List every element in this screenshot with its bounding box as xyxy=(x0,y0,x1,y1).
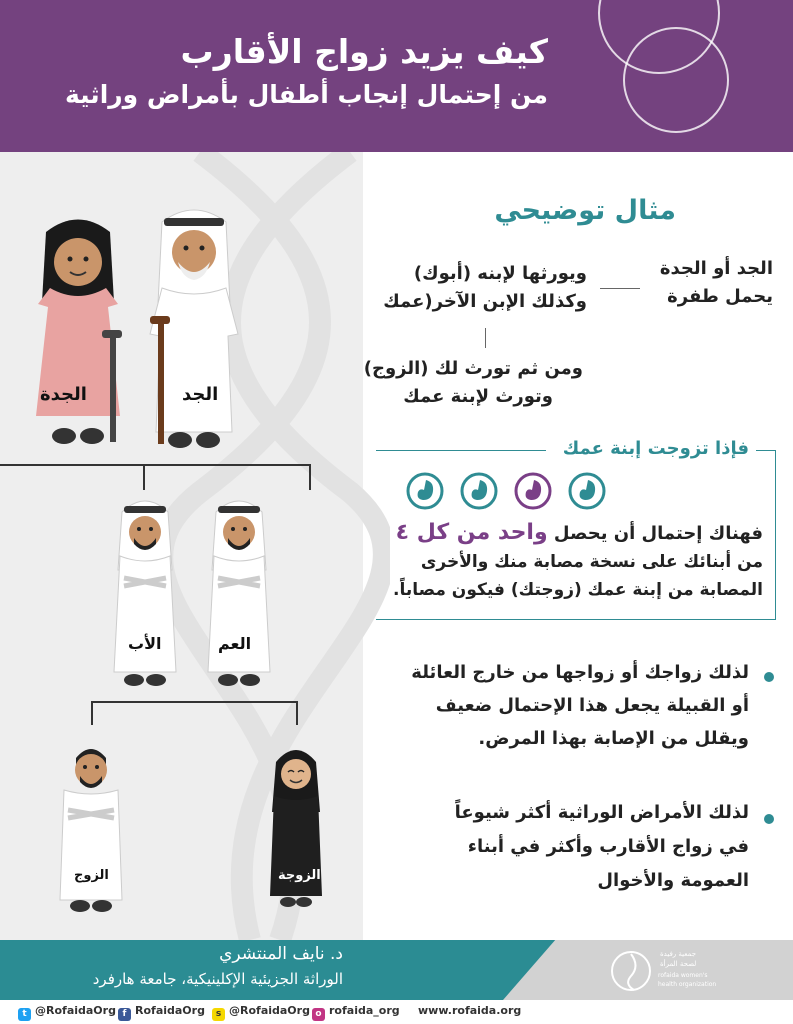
grandparents-carrier-text: يحمل طفرة xyxy=(667,286,773,307)
pass-down-text: وتورث لإبنة عمك xyxy=(403,386,553,407)
uncle-label: العم xyxy=(218,634,252,653)
cousin-box-heading: فإذا تزوجت إبنة عمك xyxy=(562,438,749,459)
bullet-text: ويقلل من الإصابة بهذا المرض. xyxy=(478,728,749,749)
instagram-link[interactable]: o rofaida_org xyxy=(312,1004,400,1021)
bullet-text: أو القبيلة يجعل هذا الإحتمال ضعيف xyxy=(435,695,749,716)
example-connector xyxy=(485,328,486,348)
org-name-en: health organization xyxy=(658,981,717,988)
facebook-icon: f xyxy=(118,1008,131,1021)
probability-text: المصابة من إبنة عمك (زوجتك) فيكون مصاباً. xyxy=(393,580,763,600)
cousin-box-top-border xyxy=(756,450,776,451)
probability-prefix: فهناك إحتمال أن يحصل xyxy=(553,523,763,544)
twitter-link[interactable]: t @RofaidaOrg xyxy=(18,1004,116,1021)
wife-label: الزوجة xyxy=(278,868,321,883)
probability-text: من أبنائك على نسخة مصابة منك والأخرى xyxy=(420,552,763,572)
inheritance-text: وكذلك الإبن الآخر(عمك xyxy=(383,291,587,312)
grandmother-figure-icon xyxy=(28,212,128,448)
pass-down-text: ومن ثم تورث لك (الزوج) xyxy=(363,358,583,379)
example-heading: مثال توضيحي xyxy=(494,195,676,226)
org-name-en: rofaida women's xyxy=(658,972,708,979)
husband-label: الزوج xyxy=(74,868,109,883)
tree-connector xyxy=(296,701,298,725)
bullet-text: لذلك زواجك أو زواجها من خارج العائلة xyxy=(411,662,749,683)
org-name-ar: لصحة المرأة xyxy=(660,960,697,968)
father-label: الأب xyxy=(128,634,162,653)
bullet-text: في زواج الأقارب وأكثر في أبناء xyxy=(467,836,749,857)
tree-connector xyxy=(309,464,311,490)
uncle-figure-icon xyxy=(206,494,272,690)
healthy-fetus-icon xyxy=(568,472,606,510)
grandfather-label: الجد xyxy=(182,384,219,405)
probability-highlight: واحد من كل ٤ xyxy=(395,520,548,545)
snapchat-icon: s xyxy=(212,1008,225,1021)
twitter-icon: t xyxy=(18,1008,31,1021)
healthy-fetus-icon xyxy=(406,472,444,510)
bullet-dot-icon xyxy=(764,672,774,682)
author-name: د. نايف المنتشري xyxy=(219,944,343,964)
example-connector xyxy=(600,288,640,289)
page-title: كيف يزيد زواج الأقارب xyxy=(180,32,548,71)
father-figure-icon xyxy=(112,494,178,690)
cousin-box-bottom-border xyxy=(376,619,776,620)
inheritance-text: ويورثها لإبنه (أبوك) xyxy=(413,263,587,284)
cousin-box-right-border xyxy=(775,450,776,620)
instagram-icon: o xyxy=(312,1008,325,1021)
website-link[interactable]: www.rofaida.org xyxy=(418,1004,522,1017)
decorative-circle-icon xyxy=(623,27,729,133)
tree-connector xyxy=(91,701,298,703)
tree-connector xyxy=(0,464,310,466)
bullet-dot-icon xyxy=(764,814,774,824)
affected-fetus-icon xyxy=(514,472,552,510)
probability-text xyxy=(396,520,763,545)
page-subtitle: من إحتمال إنجاب أطفال بأمراض وراثية xyxy=(64,80,548,109)
husband-figure-icon xyxy=(58,740,124,914)
author-affiliation: الوراثة الجزيئية الإكلينيكية، جامعة هارفرد xyxy=(92,970,343,988)
tree-connector xyxy=(143,464,145,490)
wife-figure-icon xyxy=(268,742,324,908)
healthy-fetus-icon xyxy=(460,472,498,510)
grandparents-carrier-text: الجد أو الجدة xyxy=(659,258,773,279)
bullet-text: لذلك الأمراض الوراثية أكثر شيوعاً xyxy=(454,802,749,823)
grandmother-label: الجدة xyxy=(40,384,87,405)
snapchat-link[interactable]: s @RofaidaOrg xyxy=(212,1004,310,1021)
org-name-ar: جمعية رفيدة xyxy=(660,950,697,958)
tree-connector xyxy=(91,701,93,725)
grandfather-figure-icon xyxy=(148,204,240,450)
rofaida-logo-icon xyxy=(608,948,654,994)
facebook-link[interactable]: f RofaidaOrg xyxy=(118,1004,205,1021)
header-banner xyxy=(0,0,793,152)
bullet-text: العمومة والأخوال xyxy=(597,870,749,891)
cousin-box-top-border xyxy=(376,450,546,451)
